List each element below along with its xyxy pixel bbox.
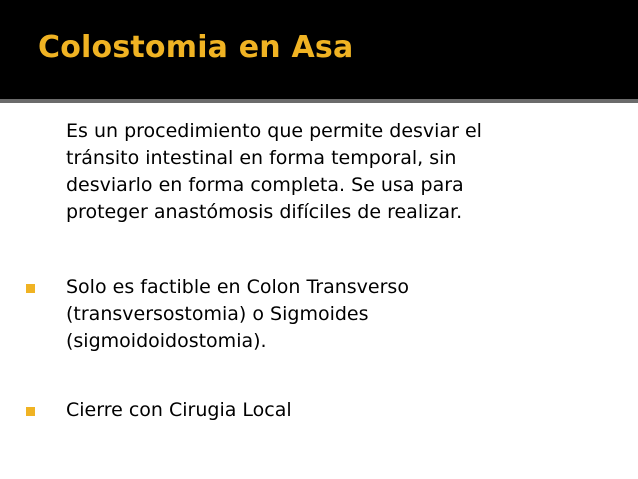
slide-title: Colostomia en Asa xyxy=(38,30,354,65)
square-bullet-icon xyxy=(26,284,35,293)
square-bullet-icon xyxy=(26,407,35,416)
bullet-item: Solo es factible en Colon Transverso (transversostomia) o Sigmoides (sigmoidoidostomia). xyxy=(66,276,409,352)
body-paragraph: Es un procedimiento que permite desviar el tránsito intestinal en forma temporal, sin desviarlo en forma completa. Se usa para proteger anastómosis difíciles de realizar. xyxy=(66,120,482,223)
title-divider xyxy=(0,99,638,103)
bullet-item: Cierre con Cirugia Local xyxy=(66,399,292,421)
